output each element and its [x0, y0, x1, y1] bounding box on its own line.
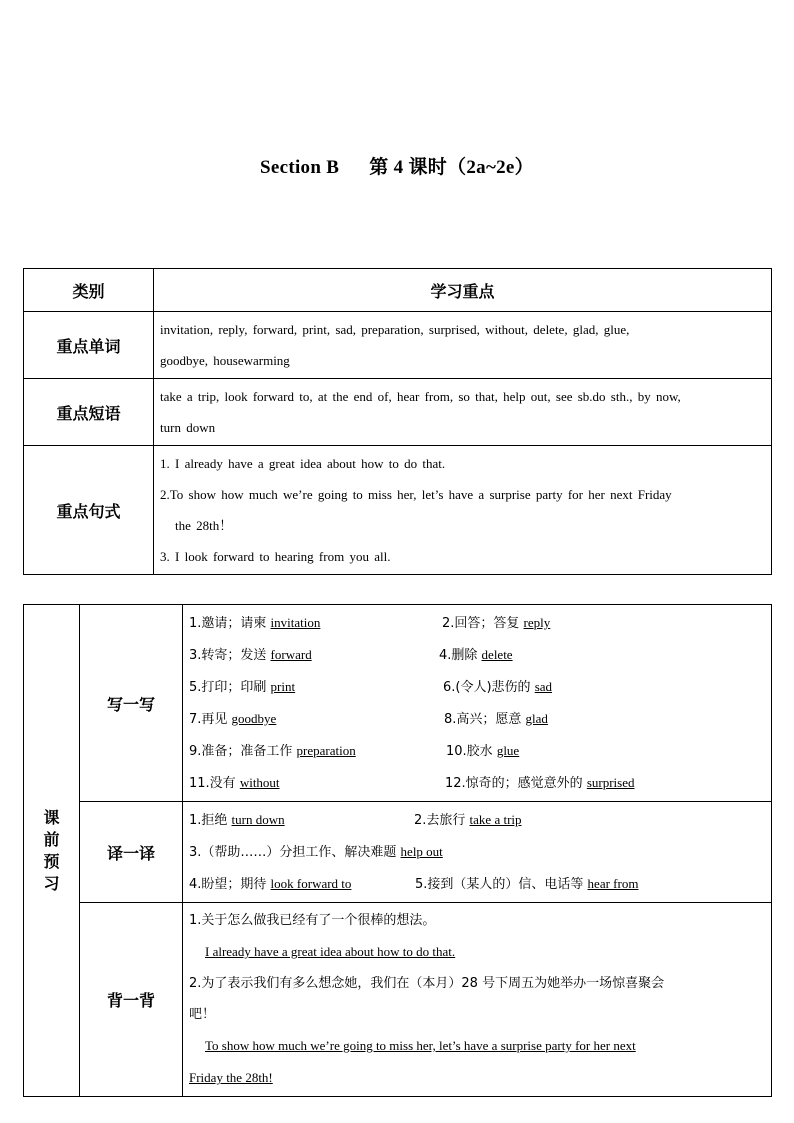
translate-prompt: 4.盼望；期待 [189, 877, 271, 892]
recite-question-1: 1.关于怎么做我已经有了一个很棒的想法。 [189, 913, 436, 928]
title-section: Section B [260, 157, 340, 178]
category-sentences: 重点句式 [24, 446, 154, 575]
translate-prompt: 1.拒绝 [189, 813, 232, 828]
write-answer: delete [481, 647, 513, 662]
write-prompt: 7.再见 [189, 712, 232, 727]
translate-content [183, 802, 772, 903]
write-prompt: 9.准备；准备工作 [189, 744, 297, 759]
translate-answer: hear from [587, 876, 639, 891]
category-words: 重点单词 [24, 312, 154, 379]
write-row [189, 767, 765, 799]
write-prompt: 2.回答；答复 [442, 616, 524, 631]
write-answer: glue [496, 743, 520, 758]
page-title [0, 152, 794, 179]
write-prompt: 11.没有 [189, 776, 240, 791]
write-answer: invitation [270, 615, 321, 630]
recite-question-2-line-1: 2.为了表示我们有多么想念她，我们在（本月）28 号下周五为她举办一场惊喜聚会 [189, 976, 665, 991]
write-row [189, 607, 765, 639]
category-translate: 译一译 [80, 802, 183, 903]
write-answer: reply [523, 615, 551, 630]
write-answer: goodbye [231, 711, 277, 726]
preview-side-label [24, 605, 80, 1097]
translate-prompt: 2.去旅行 [414, 813, 470, 828]
write-prompt: 5.打印；印刷 [189, 680, 271, 695]
translate-answer: look forward to [270, 876, 352, 891]
write-prompt: 8.高兴；愿意 [444, 712, 526, 727]
translate-row-1 [189, 804, 765, 836]
side-char-4: 习 [43, 873, 60, 893]
header-category: 类别 [24, 269, 154, 312]
key-points-table [23, 268, 772, 575]
write-content [183, 605, 772, 802]
translate-row-3 [189, 868, 765, 900]
translate-answer: turn down [231, 812, 285, 827]
phrases-line-1: take a trip, look forward to, at the end of, hear from, so that, help out, see sb.do sth., by now, [160, 389, 681, 404]
write-answer: preparation [296, 743, 356, 758]
category-phrases: 重点短语 [24, 379, 154, 446]
write-prompt: 12.惊奇的；感觉意外的 [445, 776, 587, 791]
preview-table [23, 604, 772, 1097]
recite-question-2-line-2: 吧！ [189, 1007, 216, 1022]
header-focus: 学习重点 [154, 269, 772, 312]
translate-row-2 [189, 836, 765, 868]
side-char-2: 前 [43, 829, 60, 849]
sentence-2-line-2: the 28th！ [175, 518, 233, 533]
write-row [189, 703, 765, 735]
write-answer: sad [534, 679, 553, 694]
recite-answer-1: I already have a great idea about how to do that. [205, 944, 456, 959]
sentence-3: 3. I look forward to hearing from you all. [160, 549, 391, 564]
words-line-1: invitation, reply, forward, print, sad, preparation, surprised, without, delete, glad, glue, [160, 322, 630, 337]
write-answer: glad [525, 711, 548, 726]
write-prompt: 6.(令人)悲伤的 [443, 680, 535, 695]
recite-answer-2-line-1: To show how much we’re going to miss her, let’s have a surprise party for her next [205, 1038, 636, 1053]
write-answer: surprised [586, 775, 635, 790]
words-line-2: goodbye, housewarming [160, 353, 290, 368]
recite-content [183, 903, 772, 1097]
sentences-content [154, 446, 772, 575]
side-char-3: 预 [43, 851, 60, 871]
sentence-2-line-1: 2.To show how much we’re going to miss her, let’s have a surprise party for her next Friday [160, 487, 672, 502]
write-prompt: 10.胶水 [446, 744, 497, 759]
write-answer: forward [270, 647, 312, 662]
words-content [154, 312, 772, 379]
recite-answer-2-line-2: Friday the 28th! [189, 1070, 273, 1085]
write-row [189, 671, 765, 703]
sentence-1: 1. I already have a great idea about how to do that. [160, 456, 446, 471]
translate-prompt: 5.接到（某人的）信、电话等 [415, 877, 588, 892]
write-prompt: 4.删除 [439, 648, 482, 663]
phrases-content [154, 379, 772, 446]
translate-prompt: 3.（帮助……）分担工作、解决难题 [189, 845, 401, 860]
write-row [189, 735, 765, 767]
translate-answer: take a trip [469, 812, 522, 827]
write-answer: print [270, 679, 296, 694]
phrases-line-2: turn down [160, 420, 216, 435]
write-answer: without [239, 775, 280, 790]
translate-answer: help out [400, 844, 443, 859]
category-write: 写一写 [80, 605, 183, 802]
write-prompt: 1.邀请；请柬 [189, 616, 271, 631]
category-recite: 背一背 [80, 903, 183, 1097]
write-prompt: 3.转寄；发送 [189, 648, 271, 663]
title-lesson: 第 4 课时（2a~2e） [369, 157, 534, 178]
write-row [189, 639, 765, 671]
side-char-1: 课 [43, 807, 60, 827]
